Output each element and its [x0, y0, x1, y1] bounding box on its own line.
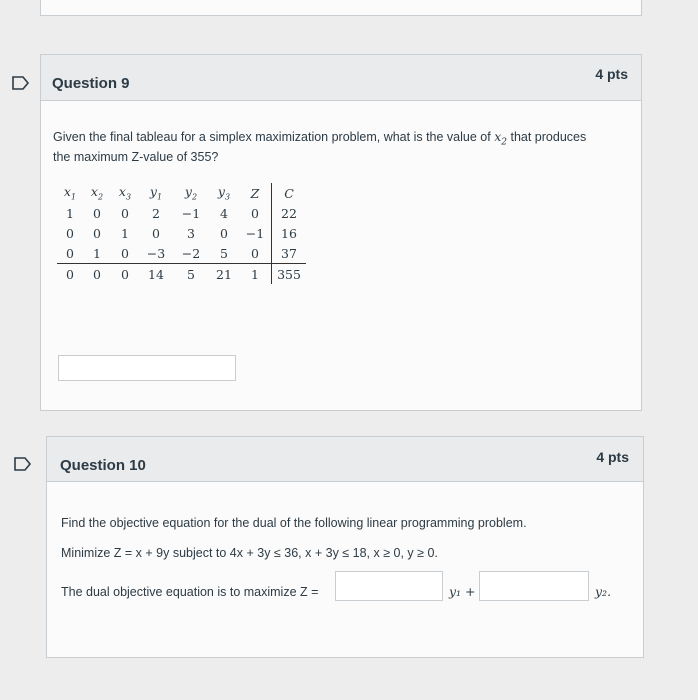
header-y3: $y_3$	[217, 184, 231, 202]
question-9-points: 4 pts	[595, 66, 628, 82]
prompt-text: Given the final tableau for a simplex maximization problem, what is the value of	[53, 130, 491, 144]
flag-icon[interactable]	[14, 457, 32, 471]
tableau-cell: 0	[251, 205, 259, 221]
tableau-cell: 2	[152, 205, 160, 221]
question-10-card	[46, 436, 644, 658]
tableau-cell: −1	[245, 225, 265, 241]
y2-term-label: y₂.	[595, 584, 612, 599]
dual-objective-label: The dual objective equation is to maximize Z =	[61, 585, 319, 599]
tableau-cell: 14	[139, 264, 173, 285]
tableau-cell: −1	[181, 205, 201, 221]
tableau-cell: 0	[93, 205, 101, 221]
tableau-cell: 1	[66, 205, 74, 221]
y1-term-label: y₁ +	[449, 584, 476, 599]
previous-question-card	[40, 0, 642, 16]
flag-icon[interactable]	[12, 76, 30, 90]
tableau-cell: 0	[57, 264, 83, 285]
tableau-cell: 0	[121, 205, 129, 221]
tableau-cell: 0	[93, 225, 101, 241]
tableau-row	[57, 203, 306, 223]
tableau-cell: 3	[187, 225, 195, 241]
header-x3: $x_3$	[118, 184, 132, 202]
tableau-row	[57, 243, 306, 264]
tableau-cell: 355	[272, 264, 307, 285]
header-y1: $y_1$	[149, 184, 163, 202]
tableau-cell: 0	[220, 225, 228, 241]
tableau-cell: 22	[272, 203, 307, 223]
tableau-cell: 0	[121, 245, 129, 261]
question-10-prompt: Find the objective equation for the dual of the following linear programming problem.	[61, 516, 527, 530]
tableau-row	[57, 264, 306, 285]
tableau-cell: 0	[152, 225, 160, 241]
dual-coefficient-y1-input[interactable]	[335, 571, 443, 601]
tableau-cell: 1	[93, 245, 101, 261]
tableau-cell: −3	[146, 245, 166, 261]
question-10-problem: Minimize Z = x + 9y subject to 4x + 3y ≤ 36, x + 3y ≤ 18, x ≥ 0, y ≥ 0.	[61, 546, 438, 560]
question-10-title: Question 10	[60, 457, 146, 474]
question-9-card	[40, 54, 642, 411]
tableau-header-row	[57, 183, 306, 203]
header-z: Z	[250, 185, 260, 201]
tableau-cell: 0	[111, 264, 139, 285]
dual-coefficient-y2-input[interactable]	[479, 571, 589, 601]
tableau-row	[57, 223, 306, 243]
tableau-cell: 1	[239, 264, 272, 285]
prompt-text-end: that produces	[510, 130, 587, 144]
tableau-cell: 1	[121, 225, 129, 241]
tableau-cell: 0	[251, 245, 259, 261]
tableau-cell: 0	[83, 264, 111, 285]
tableau-cell: 21	[209, 264, 239, 285]
tableau-cell: 5	[220, 245, 228, 261]
tableau-cell: 37	[272, 243, 307, 264]
tableau-cell: 5	[173, 264, 209, 285]
tableau-cell: −2	[181, 245, 201, 261]
header-x1: $x_1$	[63, 184, 77, 202]
simplex-tableau	[57, 183, 306, 284]
tableau-cell: 0	[66, 245, 74, 261]
question-9-answer-input[interactable]	[58, 355, 236, 381]
question-9-title: Question 9	[52, 75, 130, 92]
tableau-cell: 0	[66, 225, 74, 241]
header-x2: $x_2$	[90, 184, 104, 202]
prompt-variable: $x_2$	[494, 129, 507, 148]
tableau-cell: 4	[220, 205, 228, 221]
header-c: C	[272, 183, 307, 203]
tableau-cell: 16	[272, 223, 307, 243]
header-y2: $y_2$	[184, 184, 198, 202]
question-9-prompt-line2: the maximum Z-value of 355?	[53, 150, 219, 164]
question-10-points: 4 pts	[596, 449, 629, 465]
question-9-header	[41, 55, 641, 101]
